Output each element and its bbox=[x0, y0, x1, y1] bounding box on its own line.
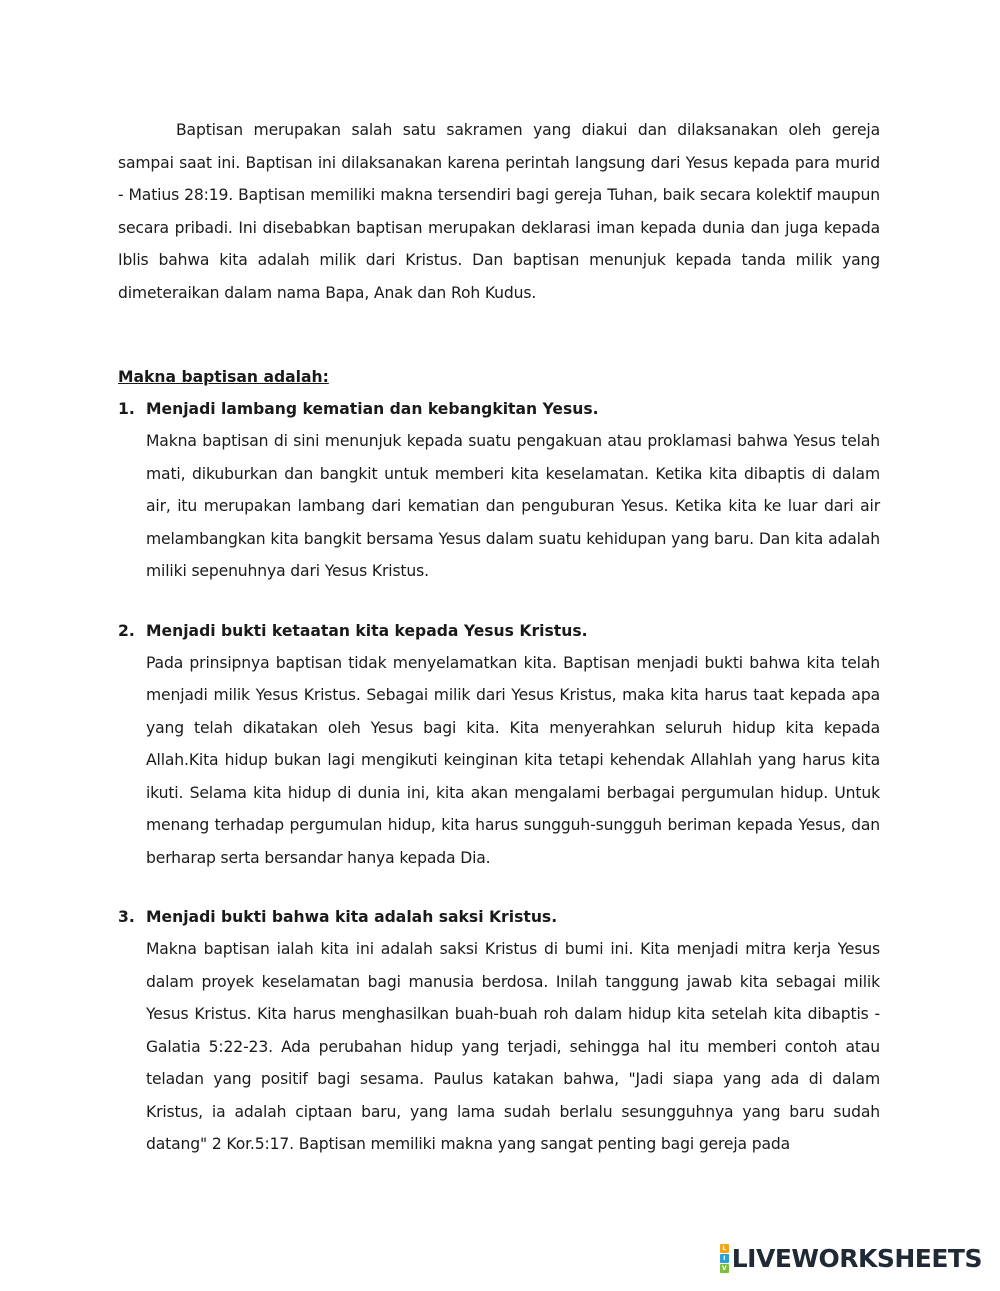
logo-block: V bbox=[720, 1264, 729, 1273]
list-item bbox=[118, 901, 880, 1161]
list-item bbox=[118, 615, 880, 875]
logo-blocks-icon bbox=[720, 1244, 729, 1273]
list-item-body: Makna baptisan ialah kita ini adalah saksi Kristus di bumi ini. Kita menjadi mitra kerja Yesus dalam proyek keselamatan bagi manusia berdosa. Inilah tanggung jawab kita sebagai milik Yesus Kristus. Kita harus menghasilkan buah-buah roh dalam hidup kita setelah kita dibaptis - Galatia 5:22-23. Ada perubahan hidup yang terjadi, sehingga hal itu memberi contoh atau teladan yang positif bagi sesama. Paulus katakan bahwa, "Jadi siapa yang ada di dalam Kristus, ia adalah ciptaan baru, yang lama sudah berlalu sesungguhnya yang baru sudah datang" 2 Kor.5:17. Baptisan memiliki makna yang sangat penting bagi gereja pada bbox=[146, 940, 880, 1153]
list-item-number: 1. bbox=[118, 400, 135, 418]
logo-text: LIVEWORKSHEETS bbox=[731, 1243, 982, 1273]
document-page bbox=[118, 114, 880, 1161]
list-item-body: Makna baptisan di sini menunjuk kepada suatu pengakuan atau proklamasi bahwa Yesus telah mati, dikuburkan dan bangkit untuk memberi kita keselamatan. Ketika kita dibaptis di dalam air, itu merupakan lambang dari kematian dan penguburan Yesus. Ketika kita ke luar dari air melambangkan kita bangkit bersama Yesus dalam suatu kehidupan yang baru. Dan kita adalah miliki sepenuhnya dari Yesus Kristus. bbox=[146, 432, 880, 580]
list-item-body: Pada prinsipnya baptisan tidak menyelamatkan kita. Baptisan menjadi bukti bahwa kita telah menjadi milik Yesus Kristus. Sebagai milik dari Yesus Kristus, maka kita harus taat kepada apa yang telah dikatakan oleh Yesus bagi kita. Kita menyerahkan seluruh hidup kita kepada Allah.Kita hidup bukan lagi mengikuti keinginan kita tetapi kehendak Allahlah yang harus kita ikuti. Selama kita hidup di dunia ini, kita akan mengalami berbagai pergumulan hidup. Untuk menang terhadap pergumulan hidup, kita harus sungguh-sungguh beriman kepada Yesus, dan berharap serta bersandar hanya kepada Dia. bbox=[146, 653, 880, 867]
logo-block: I bbox=[720, 1254, 729, 1263]
logo-block: L bbox=[720, 1244, 729, 1253]
liveworksheets-logo bbox=[720, 1243, 982, 1273]
list-item-number: 3. bbox=[118, 908, 135, 926]
list-item-title: Menjadi bukti bahwa kita adalah saksi Kristus. bbox=[146, 908, 558, 926]
list-item-title: Menjadi lambang kematian dan kebangkitan Yesus. bbox=[146, 400, 599, 418]
section-heading: Makna baptisan adalah: bbox=[118, 368, 329, 386]
intro-paragraph: Baptisan merupakan salah satu sakramen yang diakui dan dilaksanakan oleh gereja sampai saat ini. Baptisan ini dilaksanakan karena perintah langsung dari Yesus kepada para murid - Matius 28:19. Baptisan memiliki makna tersendiri bagi gereja Tuhan, baik secara kolektif maupun secara pribadi. Ini disebabkan baptisan merupakan deklarasi iman kepada dunia dan juga kepada Iblis bahwa kita adalah milik dari Kristus. Dan baptisan menunjuk kepada tanda milik yang dimeteraikan dalam nama Bapa, Anak dan Roh Kudus. bbox=[118, 121, 880, 302]
list-item-title: Menjadi bukti ketaatan kita kepada Yesus Kristus. bbox=[146, 621, 588, 640]
list-item-number: 2. bbox=[118, 621, 135, 640]
meaning-list bbox=[118, 393, 880, 1161]
list-item bbox=[118, 393, 880, 588]
